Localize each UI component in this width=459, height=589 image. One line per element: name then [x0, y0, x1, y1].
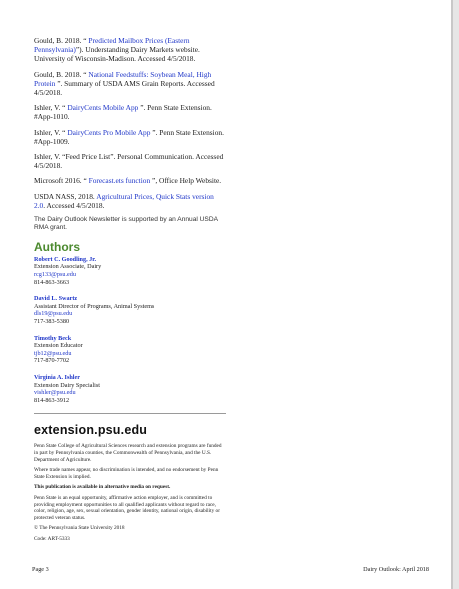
page-number: Page 3 [32, 566, 49, 573]
reference-text: Ishler, V. “ [34, 127, 68, 137]
reference-link[interactable]: Predicted Mailbox Prices (Eastern Pennsylvania) [34, 36, 190, 55]
reference-text: ”, Office Help Website. [150, 176, 222, 186]
author-title: Extension Educator [34, 342, 83, 350]
left-column [34, 36, 226, 546]
author-title: Extension Associate, Dairy [34, 263, 102, 271]
reference-text: USDA NASS, 2018. [34, 191, 97, 201]
newsletter-issue: Dairy Outlook: April 2018 [363, 566, 429, 573]
reference-link[interactable]: DairyCents Mobile App [67, 103, 139, 113]
equal-opportunity-statement: Penn State is an equal opportunity, affirmative action employer, and is committed to providing employment opportunities to all qualified applicants without regard to race, color, religion, age, sex, sexual orientation, gender identity, national origin, disability or protected veteran status. [34, 494, 220, 521]
copyright-line: © The Pennsylvania State University 2018 [34, 525, 125, 532]
reference-item [34, 103, 226, 121]
reference-text: Gould, B. 2018. “ [34, 36, 89, 45]
reference-text: ”). Understanding Dairy Markets website. University of Wisconsin-Madison. Accessed 4/5/2018. [34, 45, 200, 64]
reference-link[interactable]: DairyCents Pro Mobile App [67, 127, 151, 137]
reference-link[interactable]: National Feedstuffs: Soybean Meal, High Protein [34, 69, 212, 88]
reference-text: ”. Summary of USDA AMS Grain Reports. Accessed 4/5/2018. [34, 78, 215, 98]
author-email-link[interactable]: vishler@psu.edu [34, 389, 76, 397]
author-phone: 814-863-3912 [34, 396, 70, 404]
reference-item [34, 176, 226, 185]
reference-text: Ishler, V. “ [34, 103, 68, 113]
author-card [34, 374, 226, 404]
author-title: Extension Dairy Specialist [34, 381, 100, 389]
author-title: Assistant Director of Programs, Animal Systems [34, 302, 155, 310]
author-phone: 717-870-7702 [34, 357, 70, 365]
reference-text: ”. Penn State Extension. #App-1010. [34, 103, 212, 122]
author-name: Virginia A. Ishler [34, 373, 81, 381]
reference-text: Ishler, V. “Feed Price List”. Personal Communication. Accessed 4/5/2018. [34, 152, 224, 171]
author-name: David L. Swartz [34, 295, 78, 303]
author-phone: 814-863-3663 [34, 278, 70, 286]
reference-item [34, 36, 226, 64]
reference-item [34, 192, 226, 210]
reference-item [34, 152, 226, 170]
author-phone: 717-383-5380 [34, 318, 70, 326]
reference-link[interactable]: Agricultural Prices, Quick Stats version 2.0 [34, 191, 214, 210]
reference-item [34, 70, 226, 98]
section-divider [34, 413, 226, 414]
reference-link[interactable]: Forecast.ets function [88, 176, 151, 186]
author-card [34, 256, 226, 286]
alternative-media-note: This publication is available in alternative media on request. [34, 484, 171, 491]
reference-text: Microsoft 2016. “ [34, 176, 89, 186]
funding-statement: Penn State College of Agricultural Sciences research and extension programs are funded in part by Pennsylvania counties, the Commonwealth of Pennsylvania, and the U.S. Department of Agriculture. [34, 443, 222, 463]
reference-text: Gould, B. 2018. “ [34, 69, 89, 79]
author-email-link[interactable]: dls19@psu.edu [34, 310, 73, 318]
reference-list [34, 36, 226, 210]
publication-code: Code: ART-5333 [34, 535, 70, 542]
author-email-link[interactable]: rcg133@psu.edu [34, 271, 76, 279]
reference-text: . Accessed 4/5/2018. [43, 200, 105, 210]
extension-site-link[interactable]: extension.psu.edu [34, 423, 148, 438]
authors-heading: Authors [34, 239, 80, 254]
author-card [34, 295, 226, 325]
reference-item [34, 128, 226, 146]
trade-name-disclaimer: Where trade names appear, no discrimination is intended, and no endorsement by Penn State Extension is implied. [34, 467, 219, 480]
author-card [34, 335, 226, 365]
author-name: Timothy Beck [34, 334, 72, 342]
reference-text: ”. Penn State Extension. #App-1009. [34, 127, 224, 146]
author-name: Robert C. Goodling, Jr. [34, 255, 96, 263]
author-list [34, 256, 226, 405]
author-email-link[interactable]: tjb12@psu.edu [34, 349, 72, 357]
grant-support-note: The Dairy Outlook Newsletter is supported by an Annual USDA RMA grant. [34, 216, 218, 232]
